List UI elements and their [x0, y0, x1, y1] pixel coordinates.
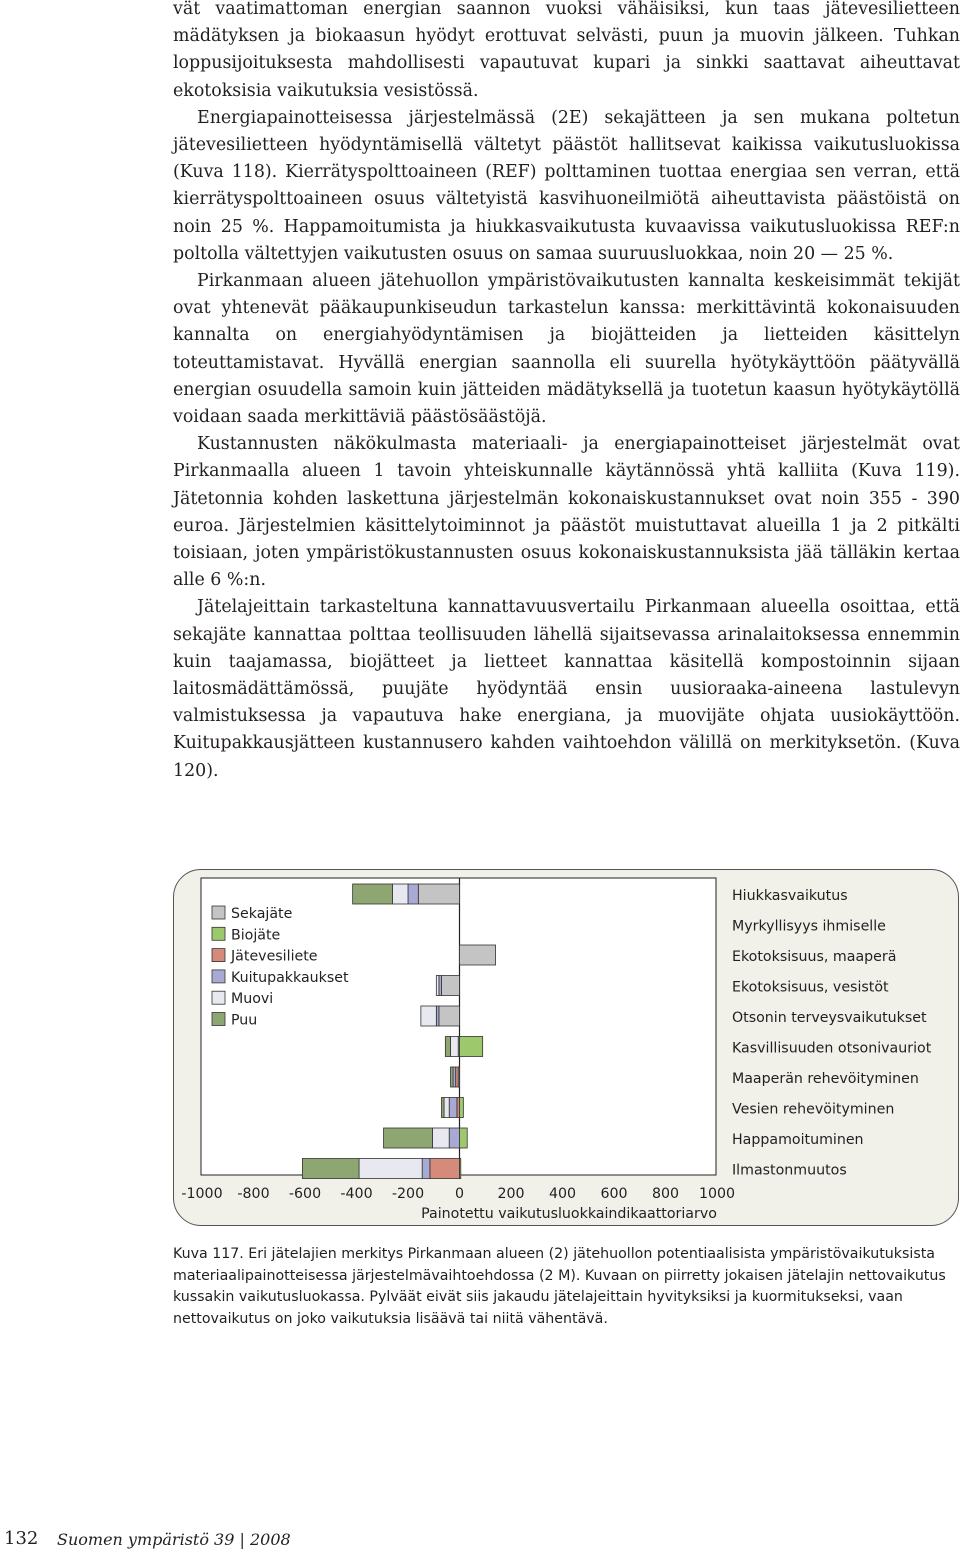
bar-muovi	[432, 1128, 449, 1148]
category-label: Otsonin terveysvaikutukset	[732, 1010, 927, 1026]
bar-puu	[384, 1128, 433, 1148]
bar-bioj-te	[460, 1037, 483, 1057]
paragraph: Jätelajeittain tarkasteltuna kannattavuusvertailu Pirkanmaan alueella osoittaa, että sekajäte kannattaa polttaa teollisuuden lähellä sijaitsevassa arinalaitoksessa ennemmin kuin taajamassa, biojätteet ja lietteet kannattaa käsitellä kompostoinnin sijaan laitosmädättämössä, puujäte hyödyntää ensin uusioraaka-aineena lastulevyn valmistuksessa ja vapautuva hake energiana, ja muovijäte ohjata uusiokäyttöön. Kuitupakkausjätteen kustannusero kahden vaihtoehdon välillä on merkityksetön. (Kuva 120).	[173, 597, 960, 781]
legend-label: Sekajäte	[231, 906, 293, 922]
bar-kuitupakkaukset	[449, 1098, 457, 1118]
body-text	[173, 0, 960, 785]
bar-kuitupakkaukset	[408, 884, 418, 904]
legend-swatch	[212, 906, 225, 919]
figure-panel	[173, 869, 959, 1226]
x-tick-label: -1000	[181, 1186, 223, 1202]
legend-swatch	[212, 949, 225, 962]
category-label: Hiukkasvaikutus	[732, 888, 848, 904]
caption-label: Kuva 117.	[173, 1246, 244, 1262]
category-label: Myrkyllisyys ihmiselle	[732, 918, 886, 935]
x-tick-label: 400	[548, 1186, 577, 1202]
bar-j-tevesiliete	[430, 1159, 460, 1179]
bar-sekaj-te	[441, 976, 459, 996]
bar-puu	[450, 1067, 453, 1087]
paragraph: Kustannusten näkökulmasta materiaali- ja energiapainotteiset järjestelmät ovat Pirkanmaalla alueen 1 tavoin yhteiskunnalle käytännössä yhtä kalliita (Kuva 119). Jätetonnia kohden laskettuna järjestelmän kokonaiskustannukset ovat noin 355 - 390 euroa. Järjestelmien käsittelytoiminnot ja päästöt muistuttavat alueilla 1 ja 2 pitkälti toisiaan, joten ympäristökustannusten osuus kokonaiskustannuksista jää tälläkin kertaa alle 6 %:n.	[173, 434, 960, 591]
category-label: Ekotoksisuus, vesistöt	[732, 979, 889, 996]
x-tick-label: 800	[651, 1186, 680, 1202]
category-label: Ilmastonmuutos	[732, 1162, 847, 1179]
x-tick-label: 1000	[698, 1186, 736, 1202]
category-label: Kasvillisuuden otsonivauriot	[732, 1040, 932, 1057]
bar-puu	[302, 1159, 359, 1179]
legend-swatch	[212, 927, 225, 940]
x-tick-label: 200	[497, 1186, 525, 1202]
legend-label: Kuitupakkaukset	[231, 969, 349, 986]
x-tick-label: -600	[288, 1186, 322, 1202]
caption-text: Eri jätelajien merkitys Pirkanmaan alueen (2) jätehuollon potentiaalisista ympäristövaikutuksista materiaalipainotteisessa järjestelmävaihtoehdossa (2 M). Kuvaan on piirretty jokaisen jätelajin nettovaikutus kussakin vaikutusluokassa. Pylväät eivät siis jakaudu jätelajeittain hyvityksiksi ja kuormitukseksi, vaan nettovaikutus on joko vaikutuksia lisäävä tai niitä vähentävä.	[173, 1246, 946, 1327]
category-label: Vesien rehevöityminen	[732, 1101, 895, 1118]
bar-puu	[353, 884, 393, 904]
page-number: 132	[4, 1528, 39, 1549]
legend-swatch	[212, 991, 225, 1004]
category-label: Happamoituminen	[732, 1132, 864, 1148]
category-label: Ekotoksisuus, maaperä	[732, 949, 897, 965]
x-tick-label: -200	[391, 1186, 425, 1202]
bar-muovi	[393, 884, 408, 904]
x-tick-label: 0	[454, 1186, 465, 1202]
legend-label: Jätevesiliete	[231, 948, 318, 965]
paragraph: Energiapainotteisessa järjestelmässä (2E) sekajätteen ja sen mukana poltetun jätevesilietteen hyödyntämisellä vältetyt päästöt hallitsevat kaikissa vaikutusluokissa (Kuva 118). Kierrätyspolttoaineen (REF) polttaminen tuottaa energiaa sen verran, että kierrätyspolttoaineen osuus vältetyistä kasvihuoneilmiötä aiheuttavista päästöistä on noin 25 %. Happamoitumista ja hiukkasvaikutusta kuvaavissa vaikutusluokissa REF:n poltolla vältettyjen vaikutusten osuus on samaa suuruusluokkaa, noin 20 — 25 %.	[173, 107, 960, 264]
bar-muovi	[359, 1159, 422, 1179]
bar-sekaj-te	[439, 1006, 460, 1026]
bar-sekaj-te	[418, 884, 459, 904]
page-footer	[0, 1527, 400, 1551]
figure-caption	[173, 1244, 960, 1330]
x-tick-label: -400	[340, 1186, 373, 1202]
bar-puu	[441, 1098, 444, 1118]
x-tick-label: 600	[600, 1186, 628, 1202]
bar-muovi	[444, 1098, 449, 1118]
x-tick-label: -800	[237, 1186, 270, 1202]
bar-muovi	[421, 1006, 436, 1026]
bar-muovi	[450, 1037, 458, 1057]
legend-swatch	[212, 970, 225, 983]
paragraph: Pirkanmaan alueen jätehuollon ympäristövaikutusten kannalta keskeisimmät tekijät ovat yhtenevät pääkaupunkiseudun tarkastelun kanssa: merkittävintä kokonaisuuden kannalta on energiahyödyntämisen ja biojätteiden ja lietteiden käsittelyn toteuttamistavat. Hyvällä energian saannolla eli suurella hyötykäyttöön päätyvällä energian osuudella samoin kuin jätteiden mädätyksellä ja tuotetun kaasun hyötykäytöllä voidaan saada merkittäviä päästösäästöjä.	[173, 271, 960, 428]
bar-kuitupakkaukset	[422, 1159, 430, 1179]
legend-label: Muovi	[231, 991, 274, 1008]
publication-name: Suomen ympäristö 39 | 2008	[57, 1530, 291, 1549]
legend-label: Biojäte	[231, 927, 281, 944]
bar-sekaj-te	[460, 945, 496, 965]
paragraph: vät vaatimattoman energian saannon vuoksi vähäisiksi, kun taas jätevesilietteen mädätyksen ja biokaasun hyödyt erottuvat selvästi, puun ja muovin jälkeen. Tuhkan loppusijoituksesta mahdollisesti vapautuvat kupari ja sinkki saattavat aiheuttavat ekotoksisia vaikutuksia vesistössä.	[173, 0, 960, 101]
bar-muovi	[436, 976, 439, 996]
bar-bioj-te	[460, 1128, 468, 1148]
legend-label: Puu	[231, 1012, 258, 1029]
x-axis-label: Painotettu vaikutusluokkaindikaattoriarvo	[421, 1206, 717, 1222]
bar-bioj-te	[460, 1098, 464, 1118]
bar-puu	[445, 1037, 450, 1057]
category-label: Maaperän rehevöityminen	[732, 1071, 919, 1087]
legend-swatch	[212, 1013, 225, 1026]
impact-chart	[174, 870, 960, 1227]
bar-kuitupakkaukset	[449, 1128, 459, 1148]
